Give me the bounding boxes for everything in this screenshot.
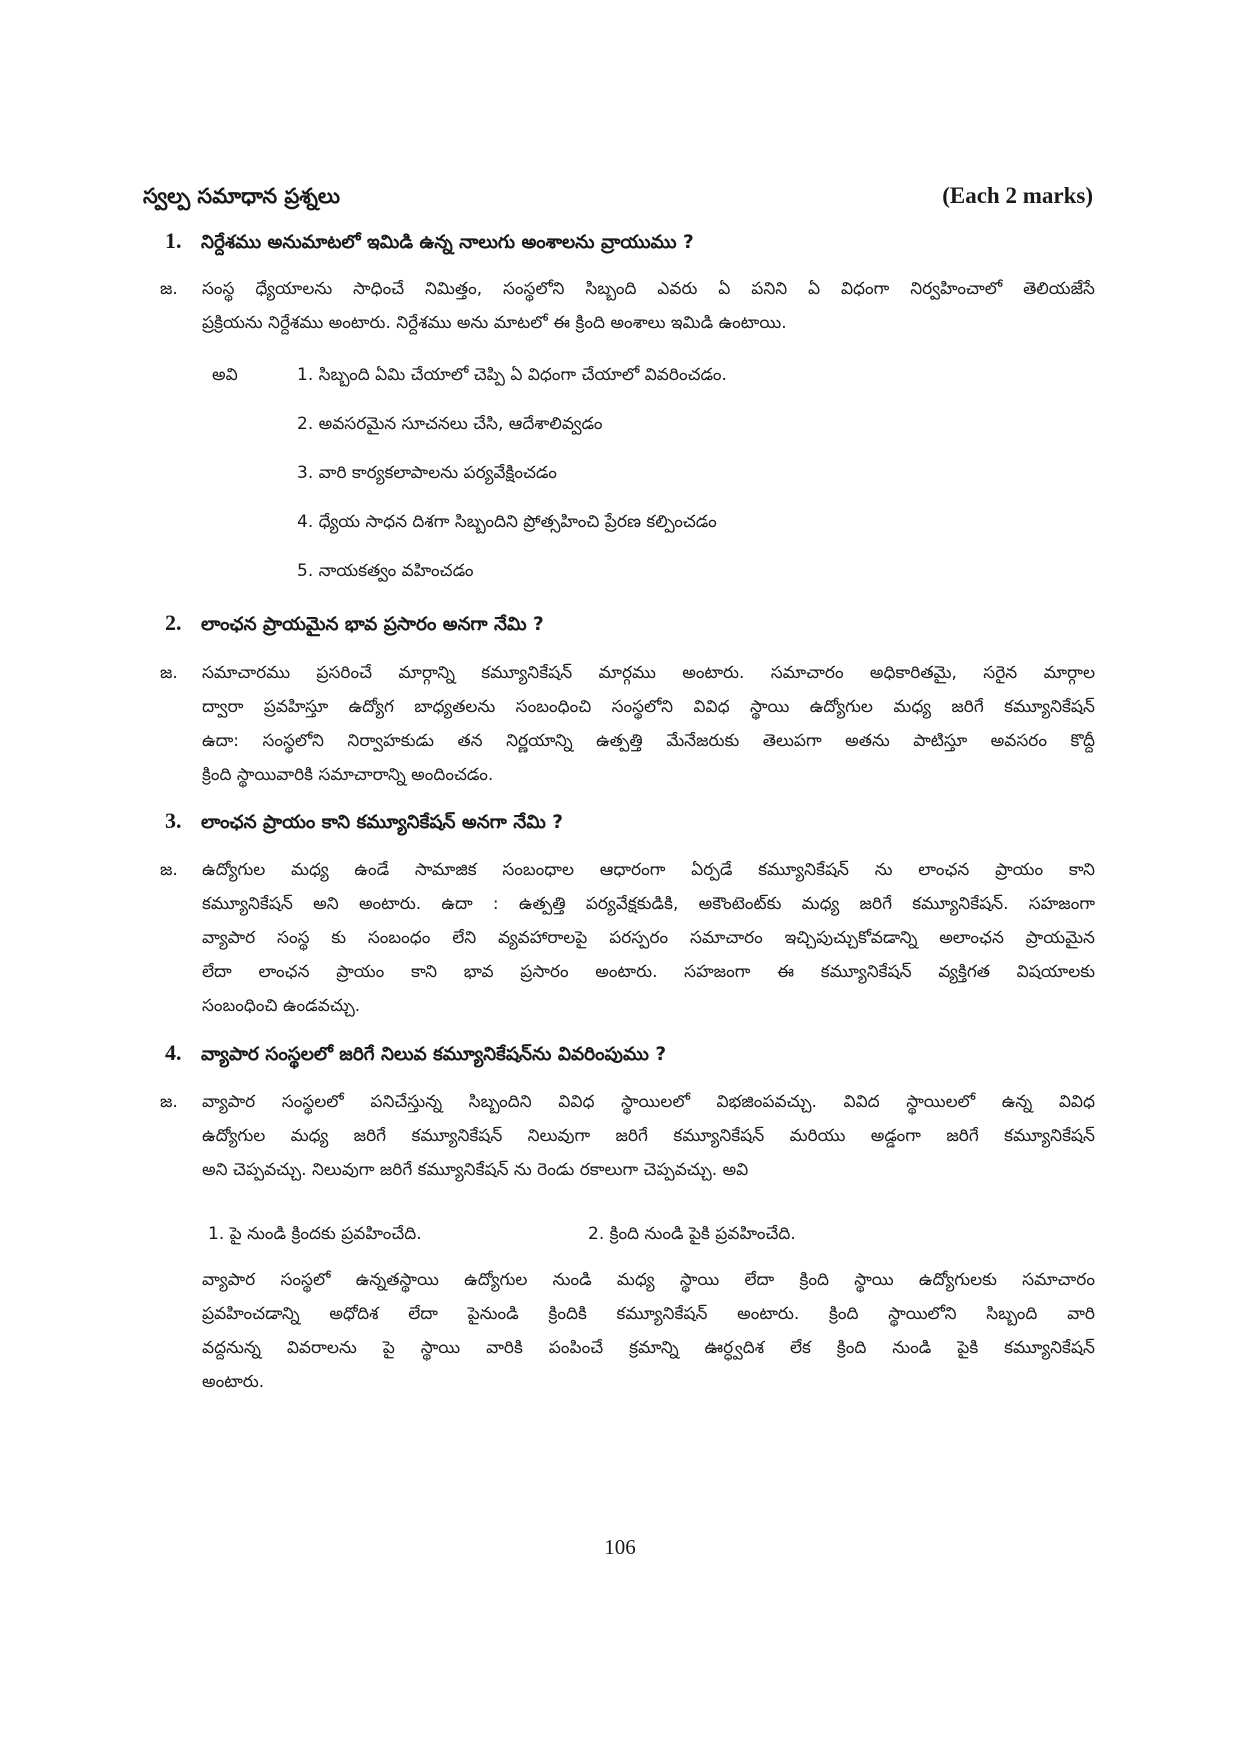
list-item-text: 4. ధ్యేయ సాధన దిశగా సిబ్బందిని ప్రోత్సహించి ప్రేరణ కల్పించడం <box>297 511 717 532</box>
paragraph-line: వద్దనున్న వివరాలను పై స్థాయి వారికి పంపించే క్రమాన్ని ఊర్ధ్వదిశ లేక క్రింది నుండి పైకి కమ్యూనికేషన్ <box>202 1338 1095 1358</box>
list-item-text: 2. అవసరమైన సూచనలు చేసి, ఆదేశాలివ్వడం <box>297 413 603 434</box>
paragraph-line: ప్రవహించడాన్ని అధోదిశ లేదా పైనుండి క్రిందికి కమ్యూనికేషన్ అంటారు. క్రింది స్థాయిలోని సిబ్బంది వారి <box>202 1304 1095 1324</box>
question-number: 2. <box>165 610 182 635</box>
paragraph-line: అంటారు. <box>202 1372 265 1392</box>
answer-line: అని చెప్పవచ్చు. నిలువుగా జరిగే కమ్యూనికేషన్ ను రెండు రకాలుగా చెప్పవచ్చు. అవి <box>202 1160 749 1180</box>
answer-line: వ్యాపార సంస్థలలో పనిచేస్తున్న సిబ్బందిని వివిధ స్థాయిలలో విభజింపవచ్చు. వివిద స్థాయిలలో ఉన్న వివిధ <box>202 1092 1095 1112</box>
flow-types <box>208 1224 1008 1248</box>
section-title: స్వల్ప సమాధాన ప్రశ్నలు <box>143 184 341 208</box>
answer-4 <box>160 1085 1095 1187</box>
answer-marker: జ. <box>160 279 178 299</box>
question-1 <box>165 228 694 257</box>
question-text: వ్యాపార సంస్థలలో జరిగే నిలువ కమ్యూనికేషన్‌ను వివరింపుము ? <box>201 1044 667 1065</box>
answer-marker: జ. <box>160 860 178 880</box>
answer-marker: జ. <box>160 1092 178 1112</box>
question-number: 1. <box>165 228 182 253</box>
section-heading <box>143 183 1093 214</box>
answer-line: ఉద్యోగుల మధ్య జరిగే కమ్యూనికేషన్ నిలువుగా జరిగే కమ్యూనికేషన్ మరియు అడ్డంగా జరిగే కమ్యూనికేషన్ <box>202 1126 1095 1146</box>
answer-line: సంబంధించి ఉండవచ్చు. <box>202 996 361 1016</box>
page-number: 106 <box>604 1535 636 1559</box>
flow-type-item: 1. పై నుండి క్రిందకు ప్రవహించేది. <box>208 1224 422 1244</box>
answer-1-list <box>212 352 972 597</box>
answer-line: కమ్యూనికేషన్ అని అంటారు. ఉదా : ఉత్పత్తి పర్యవేక్షకుడికి, అకౌంటెంట్‌కు మధ్య జరిగే కమ్యూనికేషన్. సహజంగా <box>202 894 1095 914</box>
paragraph-line: వ్యాపార సంస్థలో ఉన్నతస్థాయి ఉద్యోగుల నుండి మధ్య స్థాయి లేదా క్రింది స్థాయి ఉద్యోగులకు సమాచారం <box>202 1270 1095 1290</box>
list-item <box>212 548 972 597</box>
question-3 <box>165 808 563 837</box>
list-item <box>212 450 972 499</box>
question-text: నిర్దేశము అనుమాటలో ఇమిడి ఉన్న నాలుగు అంశాలను వ్రాయుము ? <box>201 232 694 253</box>
marks-label: (Each 2 marks) <box>942 183 1093 208</box>
question-2 <box>165 610 544 639</box>
list-item-text: 5. నాయకత్వం వహించడం <box>297 560 474 581</box>
question-number: 4. <box>165 1040 182 1065</box>
list-lead: అవి <box>212 364 238 385</box>
answer-line: ఉద్యోగుల మధ్య ఉండే సామాజిక సంబంధాల ఆధారంగా ఏర్పడే కమ్యూనికేషన్ ను లాంఛన ప్రాయం కాని <box>202 860 1095 880</box>
question-number: 3. <box>165 808 182 833</box>
answer-line: ప్రక్రియను నిర్దేశము అంటారు. నిర్దేశము అను మాటలో ఈ క్రింది అంశాలు ఇమిడి ఉంటాయి. <box>202 313 787 333</box>
list-item-text: 3. వారి కార్యకలాపాలను పర్యవేక్షించడం <box>297 462 557 483</box>
list-item <box>212 499 972 548</box>
question-text: లాంఛన ప్రాయం కాని కమ్యూనికేషన్ అనగా నేమి ? <box>201 812 563 833</box>
answer-line: సంస్థ ధ్యేయాలను సాధించే నిమిత్తం, సంస్థలోని సిబ్బంది ఎవరు ఏ పనిని ఏ విధంగా నిర్వహించాలో తెలియజేసే <box>202 279 1095 299</box>
answer-line: ద్వారా ప్రవహిస్తూ ఉద్యోగ బాధ్యతలను సంబంధించి సంస్థలోని వివిధ స్థాయి ఉద్యోగుల మధ్య జరిగే కమ్యూనికేషన్ <box>202 697 1095 717</box>
answer-line: వ్యాపార సంస్థ కు సంబంధం లేని వ్యవహారాలపై పరస్పరం సమాచారం ఇచ్చిపుచ్చుకోవడాన్ని అలాంఛన ప్రాయమైన <box>202 928 1095 948</box>
list-item-text: 1. సిబ్బంది ఏమి చేయాలో చెప్పి ఏ విధంగా చేయాలో వివరించడం. <box>297 364 727 385</box>
answer-1 <box>160 272 1095 340</box>
answer-marker: జ. <box>160 663 178 683</box>
list-item <box>212 401 972 450</box>
answer-2 <box>160 656 1095 792</box>
answer-3 <box>160 853 1095 1023</box>
answer-line: సమాచారము ప్రసరించే మార్గాన్ని కమ్యూనికేషన్ మార్గము అంటారు. సమాచారం అధికారితమై, సరైన మార్గాల <box>202 663 1095 683</box>
answer-line: లేదా లాంఛన ప్రాయం కాని భావ ప్రసారం అంటారు. సహజంగా ఈ కమ్యూనికేషన్ వ్యక్తిగత విషయాలకు <box>202 962 1095 982</box>
answer-line: ఉదా: సంస్థలోని నిర్వాహకుడు తన నిర్ణయాన్ని ఉత్పత్తి మేనేజరుకు తెలుపగా అతను పాటిస్తూ అవసరం కొద్దీ <box>202 731 1095 751</box>
question-4 <box>165 1040 666 1069</box>
answer-line: క్రింది స్థాయివారికి సమాచారాన్ని అందించడం. <box>202 765 494 785</box>
answer-4-paragraph <box>202 1263 1095 1399</box>
list-item <box>212 352 972 401</box>
question-text: లాంఛన ప్రాయమైన భావ ప్రసారం అనగా నేమి ? <box>201 614 544 635</box>
flow-type-item: 2. క్రింది నుండి పైకి ప్రవహించేది. <box>588 1224 796 1244</box>
